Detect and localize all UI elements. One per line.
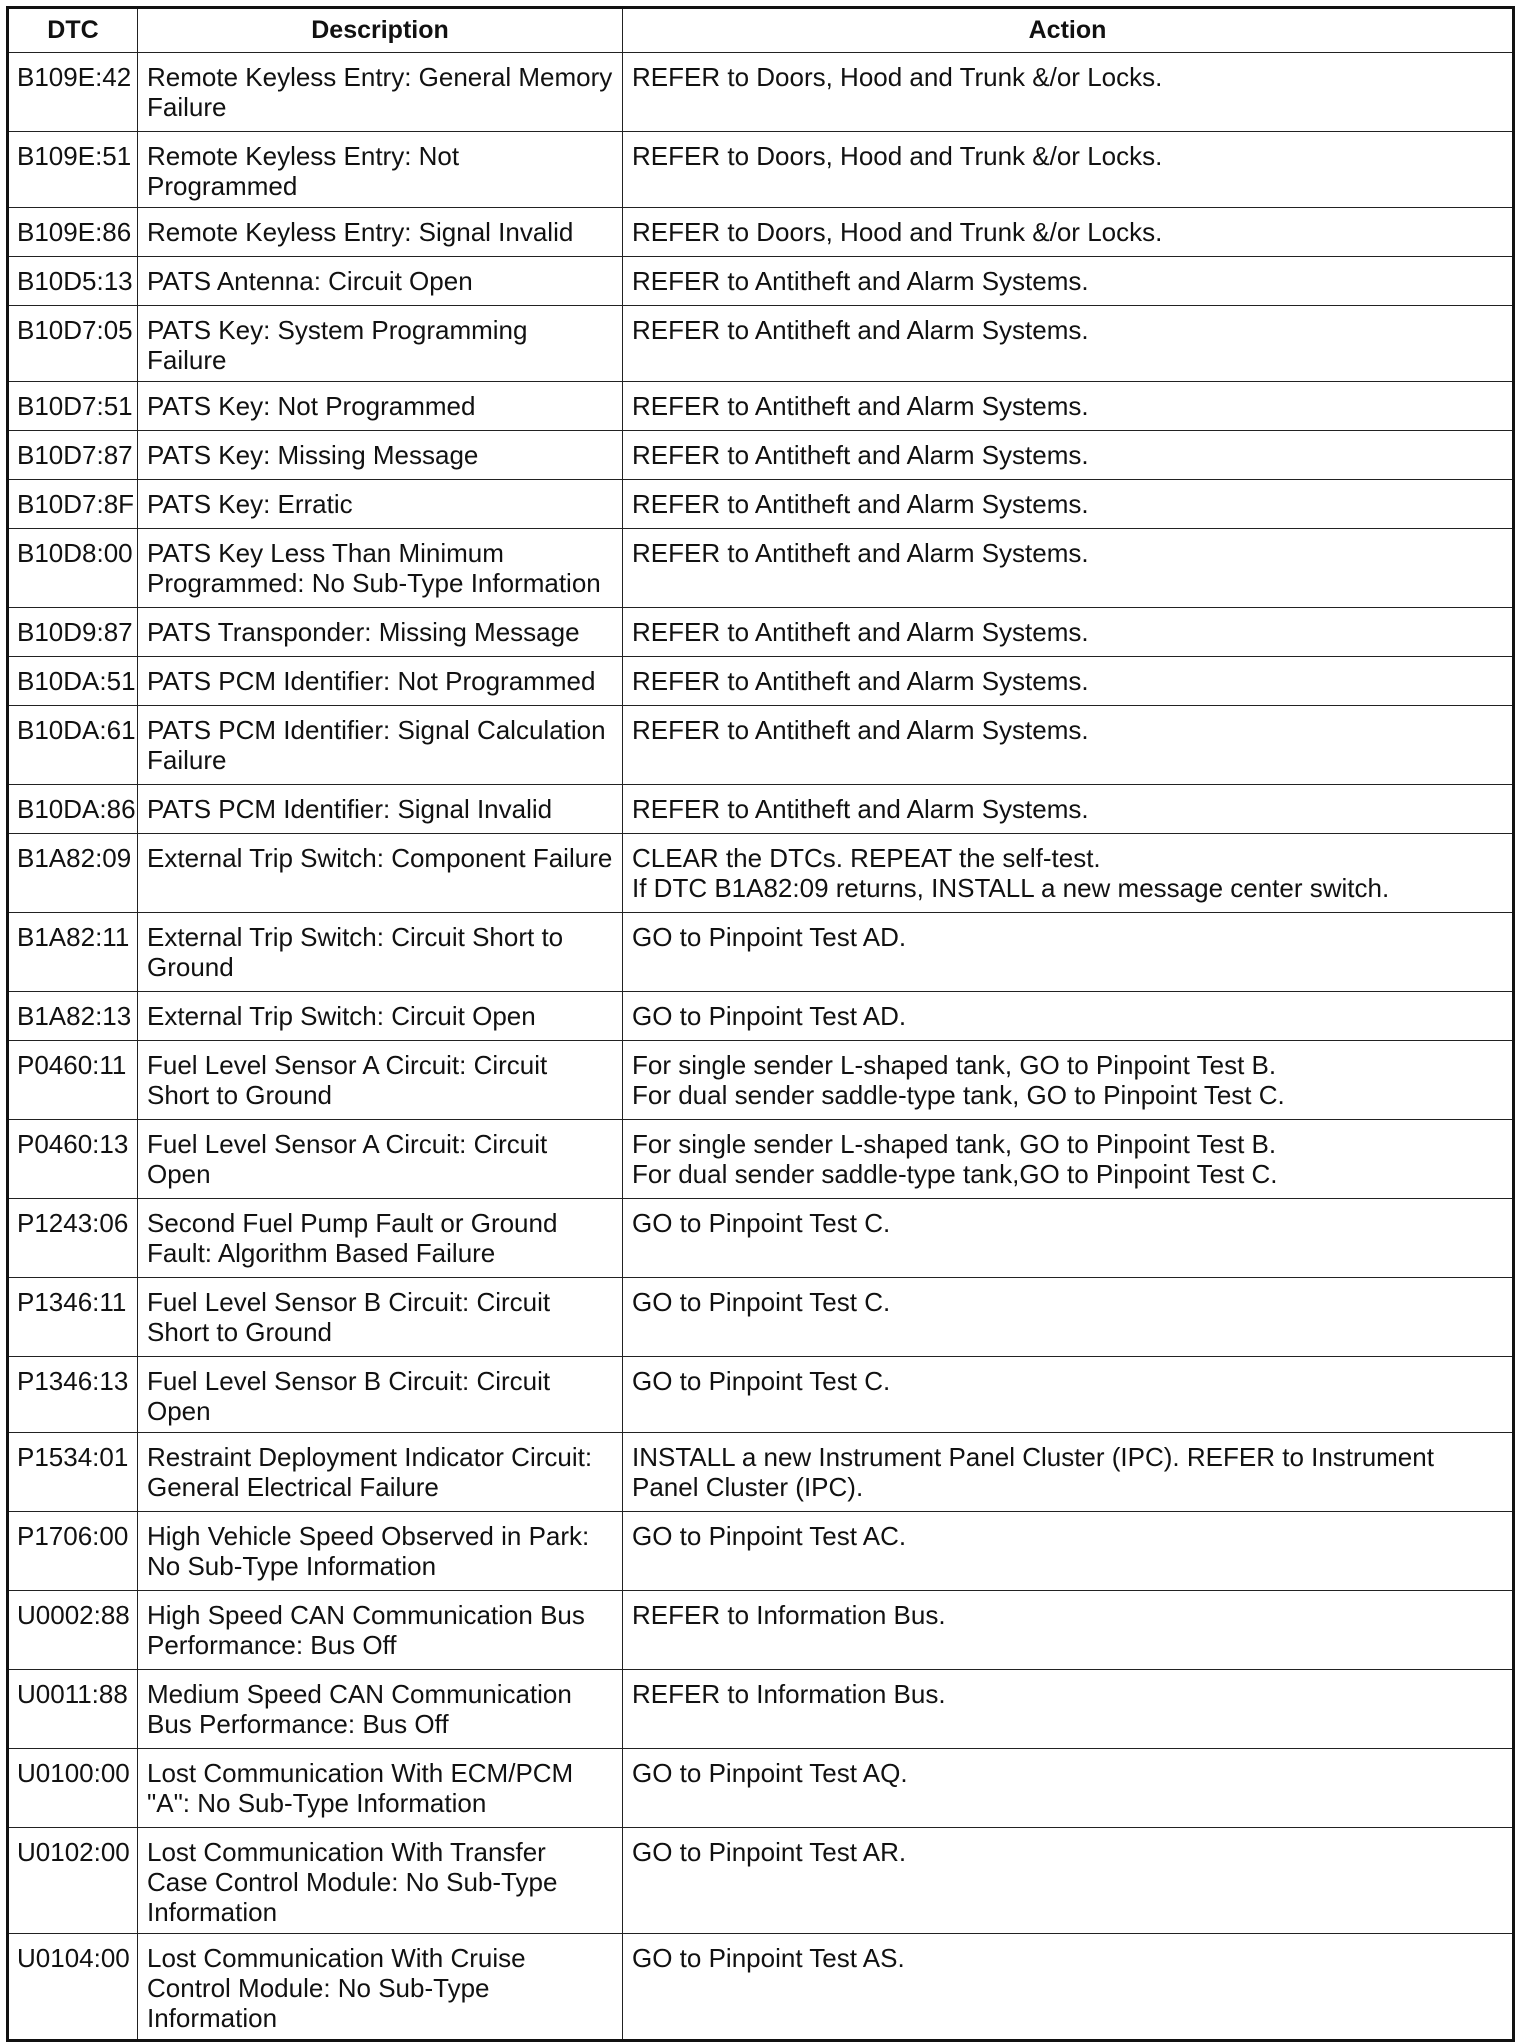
action-line: GO to Pinpoint Test AQ. (632, 1758, 908, 1788)
table-row (8, 1670, 1514, 1749)
dtc-document (6, 6, 1512, 2042)
dtc-action (623, 257, 1514, 306)
dtc-action (623, 208, 1514, 257)
action-line: If DTC B1A82:09 returns, INSTALL a new message center switch. (632, 873, 1390, 903)
dtc-description: PATS Antenna: Circuit Open (138, 257, 623, 306)
table-row (8, 1749, 1514, 1828)
action-line: REFER to Doors, Hood and Trunk &/or Locks. (632, 62, 1163, 92)
dtc-description: Restraint Deployment Indicator Circuit: General Electrical Failure (138, 1433, 623, 1512)
action-line: REFER to Antitheft and Alarm Systems. (632, 315, 1089, 345)
action-line: GO to Pinpoint Test C. (632, 1208, 891, 1238)
dtc-code: B10DA:61 (8, 706, 138, 785)
action-line: For dual sender saddle-type tank,GO to Pinpoint Test C. (632, 1159, 1278, 1189)
dtc-action (623, 706, 1514, 785)
dtc-code: B10D8:00 (8, 529, 138, 608)
action-line: GO to Pinpoint Test AC. (632, 1521, 907, 1551)
action-line: CLEAR the DTCs. REPEAT the self-test. (632, 843, 1101, 873)
action-line: REFER to Antitheft and Alarm Systems. (632, 440, 1089, 470)
dtc-action (623, 608, 1514, 657)
header-dtc: DTC (8, 8, 138, 53)
dtc-code: P0460:11 (8, 1041, 138, 1120)
dtc-description: Lost Communication With Cruise Control Module: No Sub-Type Information (138, 1934, 623, 2041)
table-row (8, 785, 1514, 834)
dtc-description: PATS Key: Missing Message (138, 431, 623, 480)
table-row (8, 208, 1514, 257)
table-row (8, 1357, 1514, 1433)
action-line: REFER to Antitheft and Alarm Systems. (632, 266, 1089, 296)
dtc-description: PATS Key: System Programming Failure (138, 306, 623, 382)
dtc-code: P1534:01 (8, 1433, 138, 1512)
dtc-code: B10D7:05 (8, 306, 138, 382)
dtc-action (623, 529, 1514, 608)
table-row (8, 1591, 1514, 1670)
dtc-code: B10D7:87 (8, 431, 138, 480)
table-row (8, 1199, 1514, 1278)
dtc-description: PATS PCM Identifier: Signal Calculation Failure (138, 706, 623, 785)
action-line: For single sender L-shaped tank, GO to Pinpoint Test B. (632, 1129, 1277, 1159)
dtc-description: High Vehicle Speed Observed in Park: No Sub-Type Information (138, 1512, 623, 1591)
action-line: GO to Pinpoint Test AR. (632, 1837, 907, 1867)
dtc-action (623, 1199, 1514, 1278)
dtc-description: External Trip Switch: Circuit Open (138, 992, 623, 1041)
dtc-description: High Speed CAN Communication Bus Performance: Bus Off (138, 1591, 623, 1670)
dtc-code: B109E:42 (8, 53, 138, 132)
dtc-description: PATS Key: Not Programmed (138, 382, 623, 431)
dtc-action (623, 1670, 1514, 1749)
action-line: REFER to Antitheft and Alarm Systems. (632, 391, 1089, 421)
action-line: REFER to Antitheft and Alarm Systems. (632, 489, 1089, 519)
header-row (8, 8, 1514, 53)
action-line: REFER to Doors, Hood and Trunk &/or Locks. (632, 217, 1163, 247)
dtc-action (623, 306, 1514, 382)
table-row (8, 1433, 1514, 1512)
dtc-action (623, 1357, 1514, 1433)
dtc-action (623, 913, 1514, 992)
table-row (8, 706, 1514, 785)
header-action: Action (623, 8, 1514, 53)
action-line: INSTALL a new Instrument Panel Cluster (IPC). REFER to Instrument Panel Cluster (IPC). (632, 1442, 1434, 1502)
action-line: GO to Pinpoint Test C. (632, 1366, 891, 1396)
table-row (8, 382, 1514, 431)
table-row (8, 480, 1514, 529)
dtc-code: P1346:11 (8, 1278, 138, 1357)
table-row (8, 657, 1514, 706)
table-row (8, 132, 1514, 208)
dtc-code: B10D9:87 (8, 608, 138, 657)
dtc-code: B109E:51 (8, 132, 138, 208)
table-row (8, 1512, 1514, 1591)
dtc-description: Second Fuel Pump Fault or Ground Fault: Algorithm Based Failure (138, 1199, 623, 1278)
table-row (8, 306, 1514, 382)
dtc-description: Medium Speed CAN Communication Bus Performance: Bus Off (138, 1670, 623, 1749)
dtc-action (623, 1041, 1514, 1120)
dtc-description: Fuel Level Sensor B Circuit: Circuit Short to Ground (138, 1278, 623, 1357)
action-line: For dual sender saddle-type tank, GO to Pinpoint Test C. (632, 1080, 1285, 1110)
dtc-code: P1706:00 (8, 1512, 138, 1591)
dtc-description: Remote Keyless Entry: General Memory Failure (138, 53, 623, 132)
table-row (8, 53, 1514, 132)
dtc-action (623, 1512, 1514, 1591)
dtc-code: B1A82:11 (8, 913, 138, 992)
dtc-description: Fuel Level Sensor A Circuit: Circuit Short to Ground (138, 1041, 623, 1120)
table-row (8, 992, 1514, 1041)
dtc-action (623, 992, 1514, 1041)
dtc-action (623, 1433, 1514, 1512)
dtc-code: U0011:88 (8, 1670, 138, 1749)
action-line: GO to Pinpoint Test C. (632, 1287, 891, 1317)
dtc-code: U0002:88 (8, 1591, 138, 1670)
table-row (8, 529, 1514, 608)
dtc-code: P1243:06 (8, 1199, 138, 1278)
dtc-action (623, 834, 1514, 913)
dtc-code: U0100:00 (8, 1749, 138, 1828)
table-row (8, 431, 1514, 480)
dtc-code: U0102:00 (8, 1828, 138, 1934)
dtc-action (623, 1278, 1514, 1357)
dtc-code: B10DA:51 (8, 657, 138, 706)
dtc-code: B10D7:8F (8, 480, 138, 529)
dtc-action (623, 1591, 1514, 1670)
dtc-action (623, 480, 1514, 529)
dtc-action (623, 132, 1514, 208)
table-row (8, 1041, 1514, 1120)
dtc-code: U0104:00 (8, 1934, 138, 2041)
dtc-code: B1A82:09 (8, 834, 138, 913)
dtc-description: PATS Key: Erratic (138, 480, 623, 529)
dtc-code: B10D5:13 (8, 257, 138, 306)
dtc-description: Remote Keyless Entry: Not Programmed (138, 132, 623, 208)
action-line: GO to Pinpoint Test AD. (632, 1001, 907, 1031)
dtc-action (623, 53, 1514, 132)
dtc-action (623, 1934, 1514, 2041)
table-row (8, 834, 1514, 913)
dtc-description: External Trip Switch: Circuit Short to Ground (138, 913, 623, 992)
dtc-action (623, 785, 1514, 834)
dtc-action (623, 382, 1514, 431)
action-line: GO to Pinpoint Test AD. (632, 922, 907, 952)
dtc-table (6, 6, 1515, 2042)
dtc-description: PATS PCM Identifier: Signal Invalid (138, 785, 623, 834)
table-row (8, 913, 1514, 992)
dtc-description: PATS Key Less Than Minimum Programmed: No Sub-Type Information (138, 529, 623, 608)
dtc-description: Lost Communication With ECM/PCM "A": No Sub-Type Information (138, 1749, 623, 1828)
dtc-action (623, 431, 1514, 480)
action-line: REFER to Information Bus. (632, 1679, 946, 1709)
action-line: REFER to Doors, Hood and Trunk &/or Locks. (632, 141, 1163, 171)
dtc-description: PATS PCM Identifier: Not Programmed (138, 657, 623, 706)
action-line: REFER to Antitheft and Alarm Systems. (632, 617, 1089, 647)
table-row (8, 608, 1514, 657)
table-row (8, 1828, 1514, 1934)
header-description: Description (138, 8, 623, 53)
dtc-code: B1A82:13 (8, 992, 138, 1041)
dtc-description: Fuel Level Sensor A Circuit: Circuit Open (138, 1120, 623, 1199)
action-line: GO to Pinpoint Test AS. (632, 1943, 905, 1973)
dtc-description: Fuel Level Sensor B Circuit: Circuit Open (138, 1357, 623, 1433)
dtc-action (623, 1749, 1514, 1828)
dtc-description: Lost Communication With Transfer Case Control Module: No Sub-Type Information (138, 1828, 623, 1934)
table-row (8, 257, 1514, 306)
action-line: For single sender L-shaped tank, GO to Pinpoint Test B. (632, 1050, 1277, 1080)
dtc-description: PATS Transponder: Missing Message (138, 608, 623, 657)
dtc-code: B10DA:86 (8, 785, 138, 834)
action-line: REFER to Antitheft and Alarm Systems. (632, 666, 1089, 696)
dtc-action (623, 1120, 1514, 1199)
dtc-code: P0460:13 (8, 1120, 138, 1199)
dtc-action (623, 657, 1514, 706)
action-line: REFER to Antitheft and Alarm Systems. (632, 538, 1089, 568)
action-line: REFER to Information Bus. (632, 1600, 946, 1630)
dtc-action (623, 1828, 1514, 1934)
dtc-code: B10D7:51 (8, 382, 138, 431)
dtc-code: B109E:86 (8, 208, 138, 257)
action-line: REFER to Antitheft and Alarm Systems. (632, 794, 1089, 824)
table-row (8, 1934, 1514, 2041)
table-row (8, 1120, 1514, 1199)
dtc-description: Remote Keyless Entry: Signal Invalid (138, 208, 623, 257)
dtc-description: External Trip Switch: Component Failure (138, 834, 623, 913)
action-line: REFER to Antitheft and Alarm Systems. (632, 715, 1089, 745)
dtc-code: P1346:13 (8, 1357, 138, 1433)
table-row (8, 1278, 1514, 1357)
